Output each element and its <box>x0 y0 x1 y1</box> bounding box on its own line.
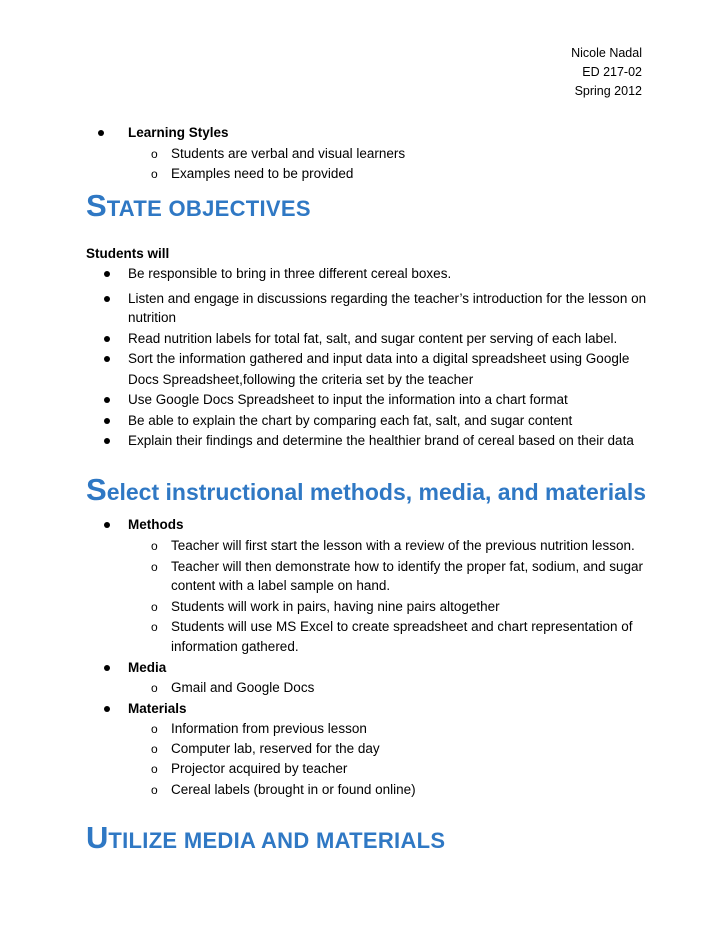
course-code: ED 217-02 <box>582 65 642 79</box>
list-item: Docs Spreadsheet,following the criteria set by the teacher <box>128 372 474 387</box>
sub-bullet-icon: o <box>151 167 158 181</box>
methods-title: Methods <box>128 517 184 532</box>
list-item: Students will work in pairs, having nine pairs altogether <box>171 599 500 614</box>
materials-title: Materials <box>128 701 187 716</box>
sub-bullet-icon: o <box>151 560 158 574</box>
sub-bullet-icon: o <box>151 762 158 776</box>
select-methods-heading: Select instructional methods, media, and materials <box>86 472 647 507</box>
sub-bullet-icon: o <box>151 620 158 634</box>
list-item: Teacher will first start the lesson with a review of the previous nutrition lesson. <box>171 538 635 553</box>
bullet-icon <box>104 706 110 712</box>
state-objectives-heading: STATE OBJECTIVES <box>86 188 311 223</box>
list-item: Students will use MS Excel to create spreadsheet and chart representation of <box>171 619 633 634</box>
bullet-icon <box>104 438 110 444</box>
sub-bullet-icon: o <box>151 539 158 553</box>
learning-styles-title: Learning Styles <box>128 125 229 140</box>
sub-bullet-icon: o <box>151 722 158 736</box>
list-item: Examples need to be provided <box>171 166 354 181</box>
bullet-icon <box>104 418 110 424</box>
list-item: Sort the information gathered and input data into a digital spreadsheet using Google <box>128 351 630 366</box>
sub-bullet-icon: o <box>151 147 158 161</box>
sub-bullet-icon: o <box>151 681 158 695</box>
list-item: information gathered. <box>171 639 299 654</box>
sub-bullet-icon: o <box>151 600 158 614</box>
bullet-icon <box>104 336 110 342</box>
list-item: Be responsible to bring in three different cereal boxes. <box>128 266 452 281</box>
list-item: nutrition <box>128 310 177 325</box>
list-item: Computer lab, reserved for the day <box>171 741 380 756</box>
list-item: Be able to explain the chart by comparing each fat, salt, and sugar content <box>128 413 573 428</box>
bullet-icon <box>104 356 110 362</box>
list-item: Students are verbal and visual learners <box>171 146 406 161</box>
list-item: Gmail and Google Docs <box>171 680 315 695</box>
list-item: Read nutrition labels for total fat, salt, and sugar content per serving of each label. <box>128 331 618 346</box>
list-item: Cereal labels (brought in or found online) <box>171 782 416 797</box>
utilize-media-heading: UTILIZE MEDIA AND MATERIALS <box>86 820 446 855</box>
list-item: content with a label sample on hand. <box>171 578 391 593</box>
objectives-lead: Students will <box>86 246 170 261</box>
list-item: Explain their findings and determine the healthier brand of cereal based on their data <box>128 433 634 448</box>
list-item: Use Google Docs Spreadsheet to input the information into a chart format <box>128 392 568 407</box>
list-item: Teacher will then demonstrate how to identify the proper fat, sodium, and sugar <box>171 559 644 574</box>
list-item: Listen and engage in discussions regarding the teacher’s introduction for the lesson on <box>128 291 647 306</box>
sub-bullet-icon: o <box>151 742 158 756</box>
author-name: Nicole Nadal <box>571 46 642 60</box>
bullet-icon <box>104 397 110 403</box>
document-header <box>571 44 642 101</box>
media-title: Media <box>128 660 167 675</box>
bullet-icon <box>104 522 110 528</box>
list-item: Information from previous lesson <box>171 721 367 736</box>
list-item: Projector acquired by teacher <box>171 761 348 776</box>
sub-bullet-icon: o <box>151 783 158 797</box>
bullet-icon <box>104 271 110 277</box>
term: Spring 2012 <box>574 84 642 98</box>
bullet-icon <box>104 296 110 302</box>
bullet-icon <box>104 665 110 671</box>
